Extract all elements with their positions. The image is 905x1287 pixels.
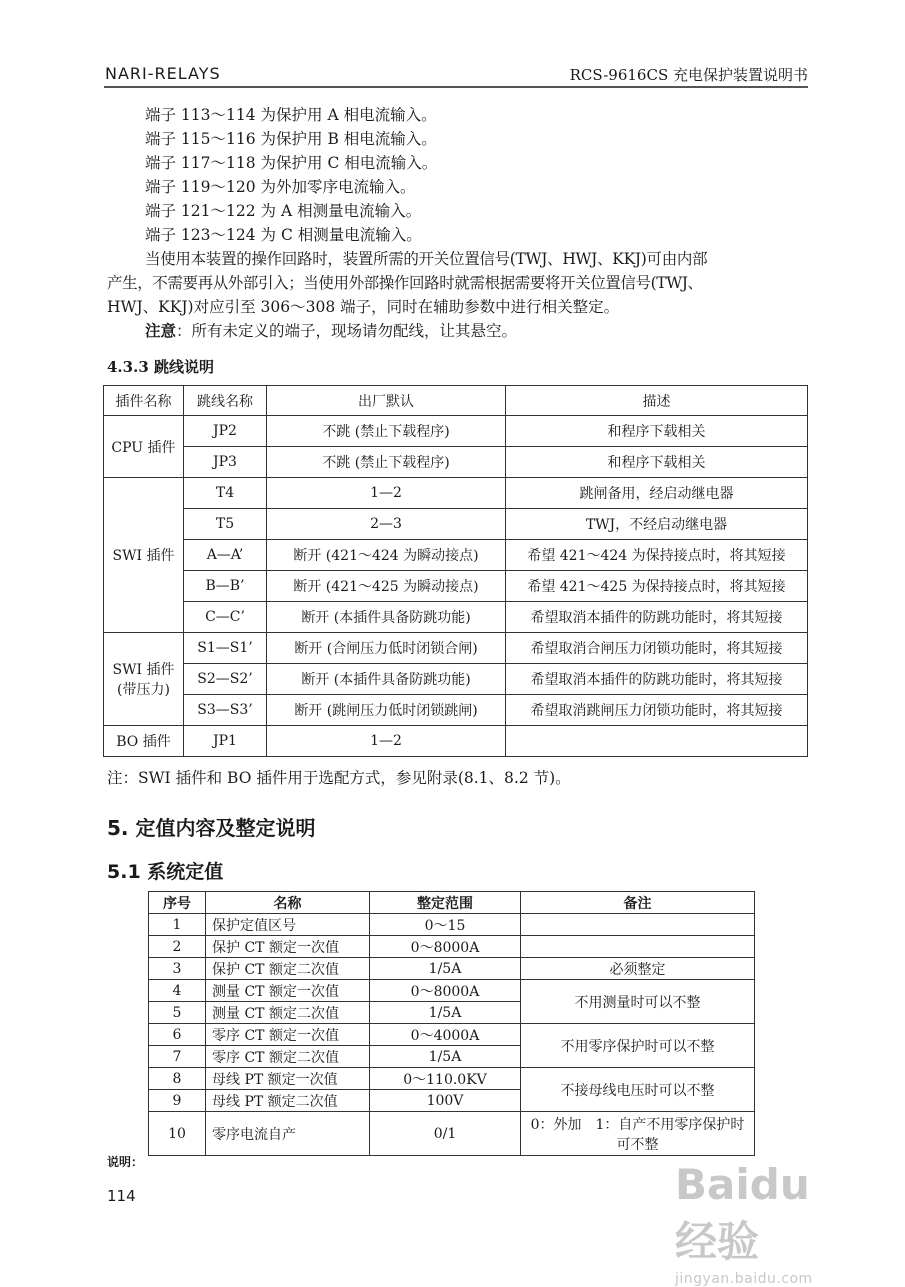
index-cell: 3 (149, 958, 206, 980)
intro-line: 端子 115～116 为保护用 B 相电流输入。 (145, 130, 437, 148)
table-row (149, 1024, 755, 1046)
index-cell: 9 (149, 1090, 206, 1112)
plugin-name-cell: SWI 插件 (104, 478, 184, 633)
table-row (104, 478, 808, 509)
column-header: 备注 (521, 892, 755, 914)
table-row (149, 958, 755, 980)
table-row (149, 914, 755, 936)
range-cell: 0～110.0KV (370, 1068, 521, 1090)
name-cell: 保护 CT 额定一次值 (206, 936, 370, 958)
plugin-name-cell: CPU 插件 (104, 416, 184, 478)
factory-default-cell: 不跳 (禁止下载程序) (267, 416, 506, 447)
name-cell: 测量 CT 额定二次值 (206, 1002, 370, 1024)
description-cell: 希望 421～425 为保持接点时，将其短接 (506, 571, 808, 602)
description-cell: 希望取消本插件的防跳功能时，将其短接 (506, 664, 808, 695)
factory-default-cell: 断开 (本插件具备防跳功能) (267, 602, 506, 633)
jumper-name-cell: B—B’ (184, 571, 267, 602)
column-header: 跳线名称 (184, 386, 267, 416)
range-cell: 100V (370, 1090, 521, 1112)
table-row (104, 633, 808, 664)
table-row (104, 416, 808, 447)
remark-cell (521, 914, 755, 936)
factory-default-cell: 2—3 (267, 509, 506, 540)
description-cell: 希望取消跳闸压力闭锁功能时，将其短接 (506, 695, 808, 726)
jumper-name-cell: S1—S1’ (184, 633, 267, 664)
table-row (104, 726, 808, 757)
settings-table (148, 891, 755, 1156)
jumper-table (103, 385, 808, 757)
table-row (104, 509, 808, 540)
jumper-name-cell: JP1 (184, 726, 267, 757)
factory-default-cell: 断开 (421～424 为瞬动接点) (267, 540, 506, 571)
range-cell: 0～8000A (370, 980, 521, 1002)
section-heading-5: 5. 定值内容及整定说明 (107, 816, 316, 840)
column-header: 描述 (506, 386, 808, 416)
page-number: 114 (107, 1187, 136, 1205)
intro-text (107, 103, 808, 343)
plugin-name-cell: BO 插件 (104, 726, 184, 757)
remark-cell: 不用测量时可以不整 (521, 980, 755, 1024)
intro-line: 端子 123～124 为 C 相测量电流输入。 (145, 226, 422, 244)
factory-default-cell: 断开 (421～425 为瞬动接点) (267, 571, 506, 602)
factory-default-cell: 断开 (合闸压力低时闭锁合闸) (267, 633, 506, 664)
table-row (104, 571, 808, 602)
jumper-name-cell: T4 (184, 478, 267, 509)
table-row (104, 447, 808, 478)
index-cell: 10 (149, 1112, 206, 1156)
index-cell: 7 (149, 1046, 206, 1068)
column-header: 名称 (206, 892, 370, 914)
factory-default-cell: 1—2 (267, 726, 506, 757)
range-cell: 0～4000A (370, 1024, 521, 1046)
remark-cell: 不用零序保护时可以不整 (521, 1024, 755, 1068)
jumper-name-cell: T5 (184, 509, 267, 540)
table-row (149, 936, 755, 958)
name-cell: 零序 CT 额定一次值 (206, 1024, 370, 1046)
range-cell: 1/5A (370, 1046, 521, 1068)
paragraph-line: HWJ、KKJ)对应引至 306～308 端子，同时在辅助参数中进行相关整定。 (107, 298, 620, 316)
table-row (149, 1068, 755, 1090)
table-row (104, 540, 808, 571)
remark-cell: 不接母线电压时可以不整 (521, 1068, 755, 1112)
header-rule (104, 86, 808, 88)
baidu-watermark (675, 1160, 855, 1287)
name-cell: 零序 CT 额定二次值 (206, 1046, 370, 1068)
index-cell: 8 (149, 1068, 206, 1090)
range-cell: 0/1 (370, 1112, 521, 1156)
range-cell: 0～8000A (370, 936, 521, 958)
remark-cell: 0：外加 1：自产不用零序保护时可不整 (521, 1112, 755, 1156)
jumper-name-cell: S3—S3’ (184, 695, 267, 726)
factory-default-cell: 断开 (本插件具备防跳功能) (267, 664, 506, 695)
range-cell: 1/5A (370, 958, 521, 980)
index-cell: 5 (149, 1002, 206, 1024)
header-right: RCS-9616CS 充电保护装置说明书 (569, 66, 808, 84)
watermark-brand: Baidu 经验 (675, 1160, 810, 1266)
intro-line: 端子 119～120 为外加零序电流输入。 (145, 178, 416, 196)
intro-line: 端子 121～122 为 A 相测量电流输入。 (145, 202, 422, 220)
factory-default-cell: 1—2 (267, 478, 506, 509)
description-cell: 和程序下载相关 (506, 416, 808, 447)
jumper-name-cell: JP3 (184, 447, 267, 478)
range-cell: 1/5A (370, 1002, 521, 1024)
name-cell: 零序电流自产 (206, 1112, 370, 1156)
factory-default-cell: 断开 (跳闸压力低时闭锁跳闸) (267, 695, 506, 726)
remark-cell (521, 936, 755, 958)
plugin-name-cell: SWI 插件 (带压力) (104, 633, 184, 726)
table-note: 注：SWI 插件和 BO 插件用于选配方式，参见附录(8.1、8.2 节)。 (107, 769, 571, 787)
jumper-name-cell: C—C’ (184, 602, 267, 633)
intro-line: 端子 117～118 为保护用 C 相电流输入。 (145, 154, 438, 172)
description-cell: 跳闸备用，经启动继电器 (506, 478, 808, 509)
table-row (149, 1112, 755, 1156)
intro-line: 端子 113～114 为保护用 A 相电流输入。 (145, 106, 437, 124)
remark-cell: 必须整定 (521, 958, 755, 980)
jumper-name-cell: S2—S2’ (184, 664, 267, 695)
table-row (104, 664, 808, 695)
description-cell: 希望取消合闸压力闭锁功能时，将其短接 (506, 633, 808, 664)
description-cell (506, 726, 808, 757)
index-cell: 6 (149, 1024, 206, 1046)
section-heading-433: 4.3.3 跳线说明 (107, 358, 214, 376)
factory-default-cell: 不跳 (禁止下载程序) (267, 447, 506, 478)
description-cell: TWJ，不经启动继电器 (506, 509, 808, 540)
section-heading-51: 5.1 系统定值 (107, 861, 224, 883)
column-header: 插件名称 (104, 386, 184, 416)
column-header: 出厂默认 (267, 386, 506, 416)
name-cell: 测量 CT 额定一次值 (206, 980, 370, 1002)
caution-text: ：所有未定义的端子，现场请勿配线，让其悬空。 (176, 322, 518, 340)
explanation-label: 说明： (107, 1155, 144, 1169)
column-header: 序号 (149, 892, 206, 914)
watermark-url: jingyan.baidu.com (675, 1271, 813, 1287)
name-cell: 保护 CT 额定二次值 (206, 958, 370, 980)
caution-line (107, 319, 808, 343)
name-cell: 母线 PT 额定二次值 (206, 1090, 370, 1112)
index-cell: 1 (149, 914, 206, 936)
jumper-name-cell: JP2 (184, 416, 267, 447)
description-cell: 希望取消本插件的防跳功能时，将其短接 (506, 602, 808, 633)
table-row (104, 695, 808, 726)
header-left: NARI-RELAYS (105, 64, 221, 83)
paragraph-line: 产生，不需要再从外部引入；当使用外部操作回路时就需根据需要将开关位置信号(TWJ、 (107, 274, 703, 292)
column-header: 整定范围 (370, 892, 521, 914)
name-cell: 保护定值区号 (206, 914, 370, 936)
table-row (149, 980, 755, 1002)
caution-label: 注意 (145, 321, 177, 340)
description-cell: 希望 421～424 为保持接点时，将其短接 (506, 540, 808, 571)
description-cell: 和程序下载相关 (506, 447, 808, 478)
table-row (104, 602, 808, 633)
range-cell: 0～15 (370, 914, 521, 936)
index-cell: 2 (149, 936, 206, 958)
paragraph-line: 当使用本装置的操作回路时，装置所需的开关位置信号(TWJ、HWJ、KKJ)可由内部 (145, 250, 708, 268)
name-cell: 母线 PT 额定一次值 (206, 1068, 370, 1090)
jumper-name-cell: A—A’ (184, 540, 267, 571)
index-cell: 4 (149, 980, 206, 1002)
